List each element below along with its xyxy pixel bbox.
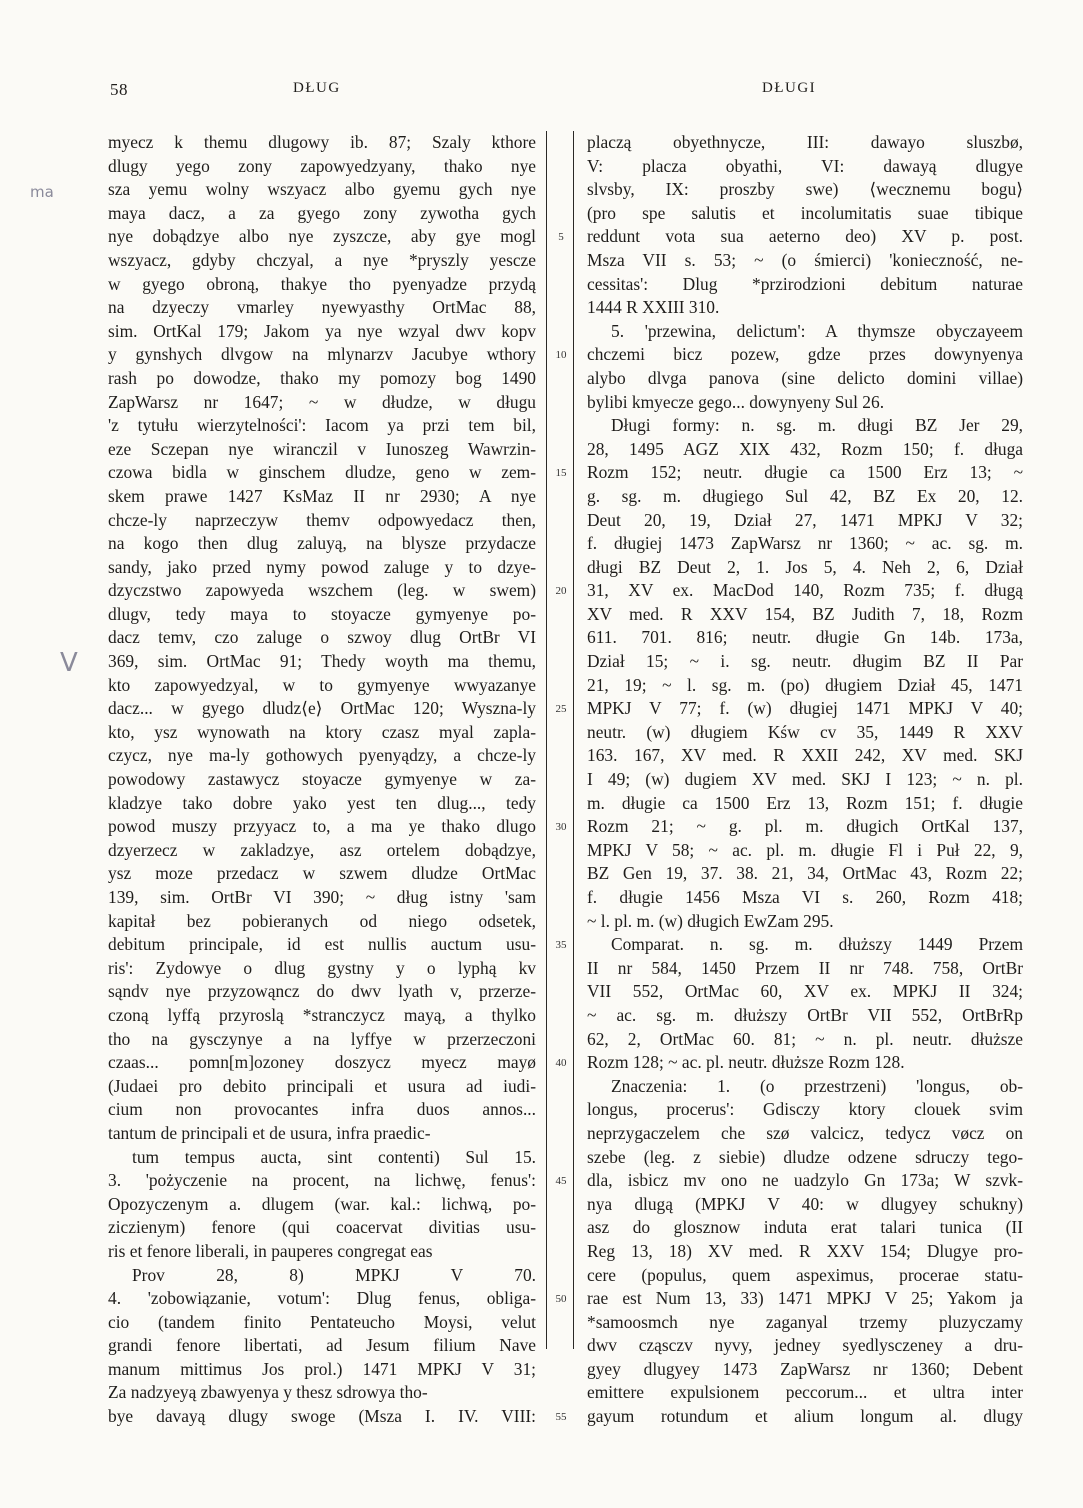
text-line: Opozyczenym a. dlugem (war. kal.: lichwą, po- bbox=[108, 1193, 536, 1214]
text-line: skem prawe 1427 KsMaz II nr 2930; A nye bbox=[108, 485, 536, 506]
text-line: nya dlugą (MPKJ V 40: w dlugyey schukny) bbox=[587, 1193, 1023, 1214]
text-line: (pro spe salutis et incolumitatis suae tibique bbox=[587, 202, 1023, 223]
text-line: Msza VII s. 53; ~ (o śmierci) 'konieczność, ne- bbox=[587, 249, 1023, 270]
text-line: szebe (leg. z siebie) dludze odzene sdruczy tego- bbox=[587, 1146, 1023, 1167]
column-rule-right bbox=[573, 131, 574, 1349]
text-line: V: placza obyathi, VI: dawayą dlugye bbox=[587, 155, 1023, 176]
text-line: maya dacz, a za gyego zony zywotha gych bbox=[108, 202, 536, 223]
text-line: g. sg. m. długiego Sul 42, BZ Ex 20, 12. bbox=[587, 485, 1023, 506]
line-number: 35 bbox=[555, 939, 567, 952]
line-number: 50 bbox=[555, 1293, 567, 1306]
text-line: debitum principale, id est nullis auctum usu- bbox=[108, 934, 536, 955]
text-line: tum tempus aucta, sint contenti) Sul 15. bbox=[132, 1146, 536, 1167]
text-line: 369, sim. OrtMac 91; Thedy woyth ma themu, bbox=[108, 651, 536, 672]
text-line: cio (tandem finito Pentateucho Moysi, velut bbox=[108, 1311, 536, 1332]
text-line: XV med. R XXV 154, BZ Judith 7, 18, Rozm bbox=[587, 603, 1023, 624]
text-line: m. długie ca 1500 Erz 13, Rozm 151; f. długie bbox=[587, 792, 1023, 813]
text-line: Prov 28, 8) MPKJ V 70. bbox=[132, 1264, 536, 1285]
text-line: 1444 R XXIII 310. bbox=[587, 297, 720, 318]
text-line: 4. 'zobowiązanie, votum': Dlug fenus, obliga- bbox=[108, 1288, 536, 1309]
text-line: eze Sczepan nye wiranczil v Iunoszeg Wawrzin- bbox=[108, 438, 536, 459]
text-line: sąndv nye przyzowąncz do dwv lyath v, przerze- bbox=[108, 981, 536, 1002]
text-line: neprzygaczelem che szø valcicz, tedycz vøcz on bbox=[587, 1122, 1023, 1143]
text-line: sandy, jako przed nymy powod zaluge y to dzye- bbox=[108, 556, 536, 577]
text-line: cessitas': Dlug *przirodzioni debitum naturae bbox=[587, 273, 1023, 294]
line-number: 5 bbox=[558, 231, 564, 244]
text-line: 'z tytułu wierzytelności': Iacom ya przi tem bil, bbox=[108, 415, 536, 436]
text-line: manum mittimus Jos prol.) 1471 MPKJ V 31; bbox=[108, 1358, 536, 1379]
line-number: 10 bbox=[555, 349, 567, 362]
text-line: bylibi kmyecze gego... dowynyeny Sul 26. bbox=[587, 391, 885, 412]
text-line: dacz... w gyego dludz⟨e⟩ OrtMac 120; Wyszna-ly bbox=[108, 698, 536, 719]
text-line: 139, sim. OrtBr VI 390; ~ dług istny 'sam bbox=[108, 887, 536, 907]
text-line: ris et fenore liberali, in pauperes congregat eas bbox=[108, 1240, 433, 1261]
text-line: f. długiej 1473 ZapWarsz nr 1360; ~ ac. sg. m. bbox=[587, 533, 1023, 554]
right-column bbox=[587, 131, 1023, 1429]
text-line: cium non provocantes infra duos annos... bbox=[108, 1099, 536, 1120]
line-number: 25 bbox=[555, 703, 567, 716]
text-line: Rozm 21; ~ g. pl. m. długich OrtKal 137, bbox=[587, 816, 1023, 837]
text-line: rae est Num 13, 33) 1471 MPKJ V 25; Yakom ja bbox=[587, 1288, 1023, 1309]
text-line: 31, XV ex. MacDod 140, Rozm 735; f. długą bbox=[587, 580, 1023, 601]
text-line: dla, isbicz mv ono ne uadzylo Gn 173a; W szvk- bbox=[587, 1170, 1023, 1191]
text-line: 611. 701. 816; neutr. długie Gn 14b. 173a, bbox=[587, 627, 1023, 648]
text-line: I 49; (w) dugiem XV med. SKJ I 123; ~ n. pl. bbox=[587, 769, 1023, 790]
text-line: BZ Gen 19, 37. 38. 21, 34, OrtMac 43, Rozm 22; bbox=[587, 863, 1023, 884]
text-line: placzą obyethnycze, III: dawayo sluszbø, bbox=[587, 132, 1023, 152]
text-line: dacz temv, czo zaluge o szwoy dlug OrtBr VI bbox=[108, 627, 536, 648]
text-line: ysz moze przedacz w szwem dludze OrtMac bbox=[108, 863, 536, 884]
text-line: Znaczenia: 1. (o przestrzeni) 'longus, ob- bbox=[611, 1075, 1023, 1096]
text-line: Rozm 152; neutr. długie ca 1500 Erz 13; ~ bbox=[587, 462, 1023, 483]
line-number: 55 bbox=[555, 1411, 567, 1424]
margin-annotation-ma: ma bbox=[30, 183, 54, 201]
text-line: czowa bidla w ginschem dludze, geno w zem- bbox=[108, 462, 536, 483]
text-line: alybo dlvga panova (sine delicto domini villae) bbox=[587, 367, 1023, 388]
text-line: longus, procerus': Gdisczy ktory clouek svim bbox=[587, 1099, 1023, 1120]
text-line: reddunt vota sua aeterno deo) XV p. post. bbox=[587, 226, 1023, 247]
page-number: 58 bbox=[110, 80, 128, 99]
text-line: MPKJ V 77; f. (w) długiej 1471 MPKJ V 40; bbox=[587, 698, 1023, 719]
text-line: Rozm 128; ~ ac. pl. neutr. dłuższe Rozm 128. bbox=[587, 1052, 905, 1073]
text-line: dlugy yego zony zapowyedzyany, thako nye bbox=[108, 155, 536, 176]
text-line: Reg 13, 18) XV med. R XXV 154; Dlugye pro- bbox=[587, 1240, 1023, 1261]
line-number: 45 bbox=[555, 1175, 567, 1188]
text-line: 5. 'przewina, delictum': A thymsze obyczayeem bbox=[611, 320, 1023, 341]
text-line: II nr 584, 1450 Przem II nr 748. 758, OrtBr bbox=[587, 957, 1023, 978]
text-line: ZapWarsz nr 1647; ~ w dłudze, w długu bbox=[108, 391, 536, 412]
text-line: ~ l. pl. m. (w) długich EwZam 295. bbox=[587, 910, 834, 931]
text-line: Długi formy: n. sg. m. długi BZ Jer 29, bbox=[611, 415, 1023, 436]
line-number: 30 bbox=[555, 821, 567, 834]
text-line: 163. 167, XV med. R XXII 242, XV med. SKJ bbox=[587, 745, 1023, 766]
text-line: czoną lyffą przyroslą *stranczycz mayą, a thylko bbox=[108, 1004, 536, 1025]
text-line: kto zapowyedzyal, w to gymyenye wwyazanye bbox=[108, 674, 536, 695]
text-line: *samoosmch nye zaganyal trzemy pluzyczamy bbox=[587, 1311, 1023, 1332]
running-head-left: DŁUG bbox=[293, 80, 341, 96]
text-line: MPKJ V 58; ~ ac. pl. m. długie Fl i Puł 22, 9, bbox=[587, 839, 1023, 860]
text-line: Deut 20, 19, Dział 27, 1471 MPKJ V 32; bbox=[587, 509, 1023, 530]
text-line: 62, 2, OrtMac 60. 81; ~ n. pl. neutr. dłuższe bbox=[587, 1028, 1023, 1049]
text-line: neutr. (w) długiem Kśw cv 35, 1449 R XXV bbox=[587, 721, 1023, 742]
text-line: cere (populus, quem aspeximus, procerae statu- bbox=[587, 1264, 1023, 1285]
text-line: y gynshych dlvgow na mlynarzv Jacubye wthory bbox=[108, 344, 536, 365]
text-line: wszyacz, gdyby chczyal, a nye *pryszly yescze bbox=[108, 249, 536, 270]
text-line: kapitał bez pobieranych od niego odsetek, bbox=[108, 910, 536, 931]
text-line: asz do glosznow induta erat talari tunica (II bbox=[587, 1217, 1023, 1238]
text-line: nye dobądzye albo nye zyszcze, aby gye mogl bbox=[108, 226, 536, 247]
text-line: dzyerzecz w zakladzye, asz ortelem dobądzye, bbox=[108, 839, 536, 860]
text-line: dlugv, tedy maya to stoyacze gymyenye po- bbox=[108, 603, 536, 624]
text-line: f. długie 1456 Msza VI s. 260, Rozm 418; bbox=[587, 887, 1023, 907]
text-line: emittere expulsionem peccorum... et ultra inter bbox=[587, 1382, 1023, 1403]
running-head-right: DŁUGI bbox=[762, 80, 817, 96]
text-line: myecz k themu dlugowy ib. 87; Szaly kthore bbox=[108, 132, 536, 152]
left-column bbox=[108, 131, 536, 1429]
text-line: bye davayą dlugy swoge (Msza I. IV. VIII: bbox=[108, 1406, 536, 1427]
text-line: chcze-ly naprzeczyw themv odpowyedacz then, bbox=[108, 509, 536, 530]
text-line: długi BZ Deut 2, 1. Jos 5, 4. Neh 2, 6, Dział bbox=[587, 556, 1023, 577]
text-line: VII 552, OrtMac 60, XV ex. MPKJ II 324; bbox=[587, 981, 1023, 1002]
text-line: kto, ysz wynowath na ktory czasz myal zapla- bbox=[108, 721, 536, 742]
line-number: 15 bbox=[555, 467, 567, 480]
line-number: 20 bbox=[555, 585, 567, 598]
text-line: ~ ac. sg. m. dłuższy OrtBr VII 552, OrtBrRp bbox=[587, 1004, 1023, 1025]
text-line: Comparat. n. sg. m. dłuższy 1449 Przem bbox=[611, 934, 1023, 955]
column-rule-left bbox=[546, 131, 547, 1349]
text-line: w gyego obroną, thakye tho pyenyadze przydą bbox=[108, 273, 536, 294]
text-line: powodowy zastawycz stoyacze gymyenye w za- bbox=[108, 769, 536, 790]
text-line: Dział 15; ~ i. sg. neutr. długim BZ II Par bbox=[587, 651, 1023, 672]
text-line: gyey dlugyey 1473 ZapWarsz nr 1360; Debent bbox=[587, 1358, 1023, 1379]
margin-annotation-v: V bbox=[60, 648, 78, 678]
text-line: dwv cząsczv nyvy, jedney syedlysczeney a dru- bbox=[587, 1335, 1023, 1356]
text-line: tantum de principali et de usura, infra praedic- bbox=[108, 1122, 431, 1143]
text-line: Za nadzyeyą zbawyenya y thesz sdrowya tho- bbox=[108, 1382, 428, 1403]
text-line: gayum rotundum et alium longum al. dlugy bbox=[587, 1406, 1023, 1427]
text-line: sim. OrtKal 179; Jakom ya nye wzyal dwv kopv bbox=[108, 320, 536, 341]
text-line: slvsby, IX: proszby swe) ⟨wecznemu bogu⟩ bbox=[587, 179, 1023, 200]
text-line: ris': Zydowye o dlug gystny y o lyphą kv bbox=[108, 957, 536, 978]
line-number: 40 bbox=[555, 1057, 567, 1070]
text-line: na dzyeczy vmarley nyewyasthy OrtMac 88, bbox=[108, 297, 536, 318]
text-line: 21, 19; ~ l. sg. m. (po) długiem Dział 45, 1471 bbox=[587, 674, 1023, 695]
text-line: tho na gysczynye a na lyffye w przerzeczoni bbox=[108, 1028, 536, 1049]
text-line: grandi fenore libertati, ad Jesum filium Nave bbox=[108, 1335, 536, 1356]
text-line: 3. 'pożyczenie na procent, na lichwę, fenus': bbox=[108, 1170, 536, 1191]
text-line: (Judaei pro debito principali et usura ad iudi- bbox=[108, 1075, 536, 1096]
text-line: na kogo then dlug zaluyą, na blysze przydacze bbox=[108, 533, 536, 554]
text-line: czycz, nye ma-ly gothowych pyenyądzy, a chcze-ly bbox=[108, 745, 536, 766]
text-line: sza yemu wolny wszyacz albo gyemu gych nye bbox=[108, 179, 536, 200]
text-line: kladzye tako dobre yako yest ten dlug..., tedy bbox=[108, 792, 536, 813]
text-line: dzyczstwo zapowyeda wszchem (leg. w swem) bbox=[108, 580, 536, 601]
text-line: ziczienym) fenore (qui coacervat divitias usu- bbox=[108, 1217, 536, 1238]
text-line: rash po dowodze, thako my pomozy bog 1490 bbox=[108, 367, 536, 388]
text-line: 28, 1495 AGZ XIX 432, Rozm 150; f. długa bbox=[587, 438, 1023, 459]
text-line: chczemi bicz pozew, gdze przes dowynyenya bbox=[587, 344, 1023, 365]
text-line: powod muszy przyyacz to, a ma ye thako dlugo bbox=[108, 816, 536, 837]
text-line: czaas... pomn[m]ozoney doszycz myecz mayø bbox=[108, 1052, 536, 1073]
